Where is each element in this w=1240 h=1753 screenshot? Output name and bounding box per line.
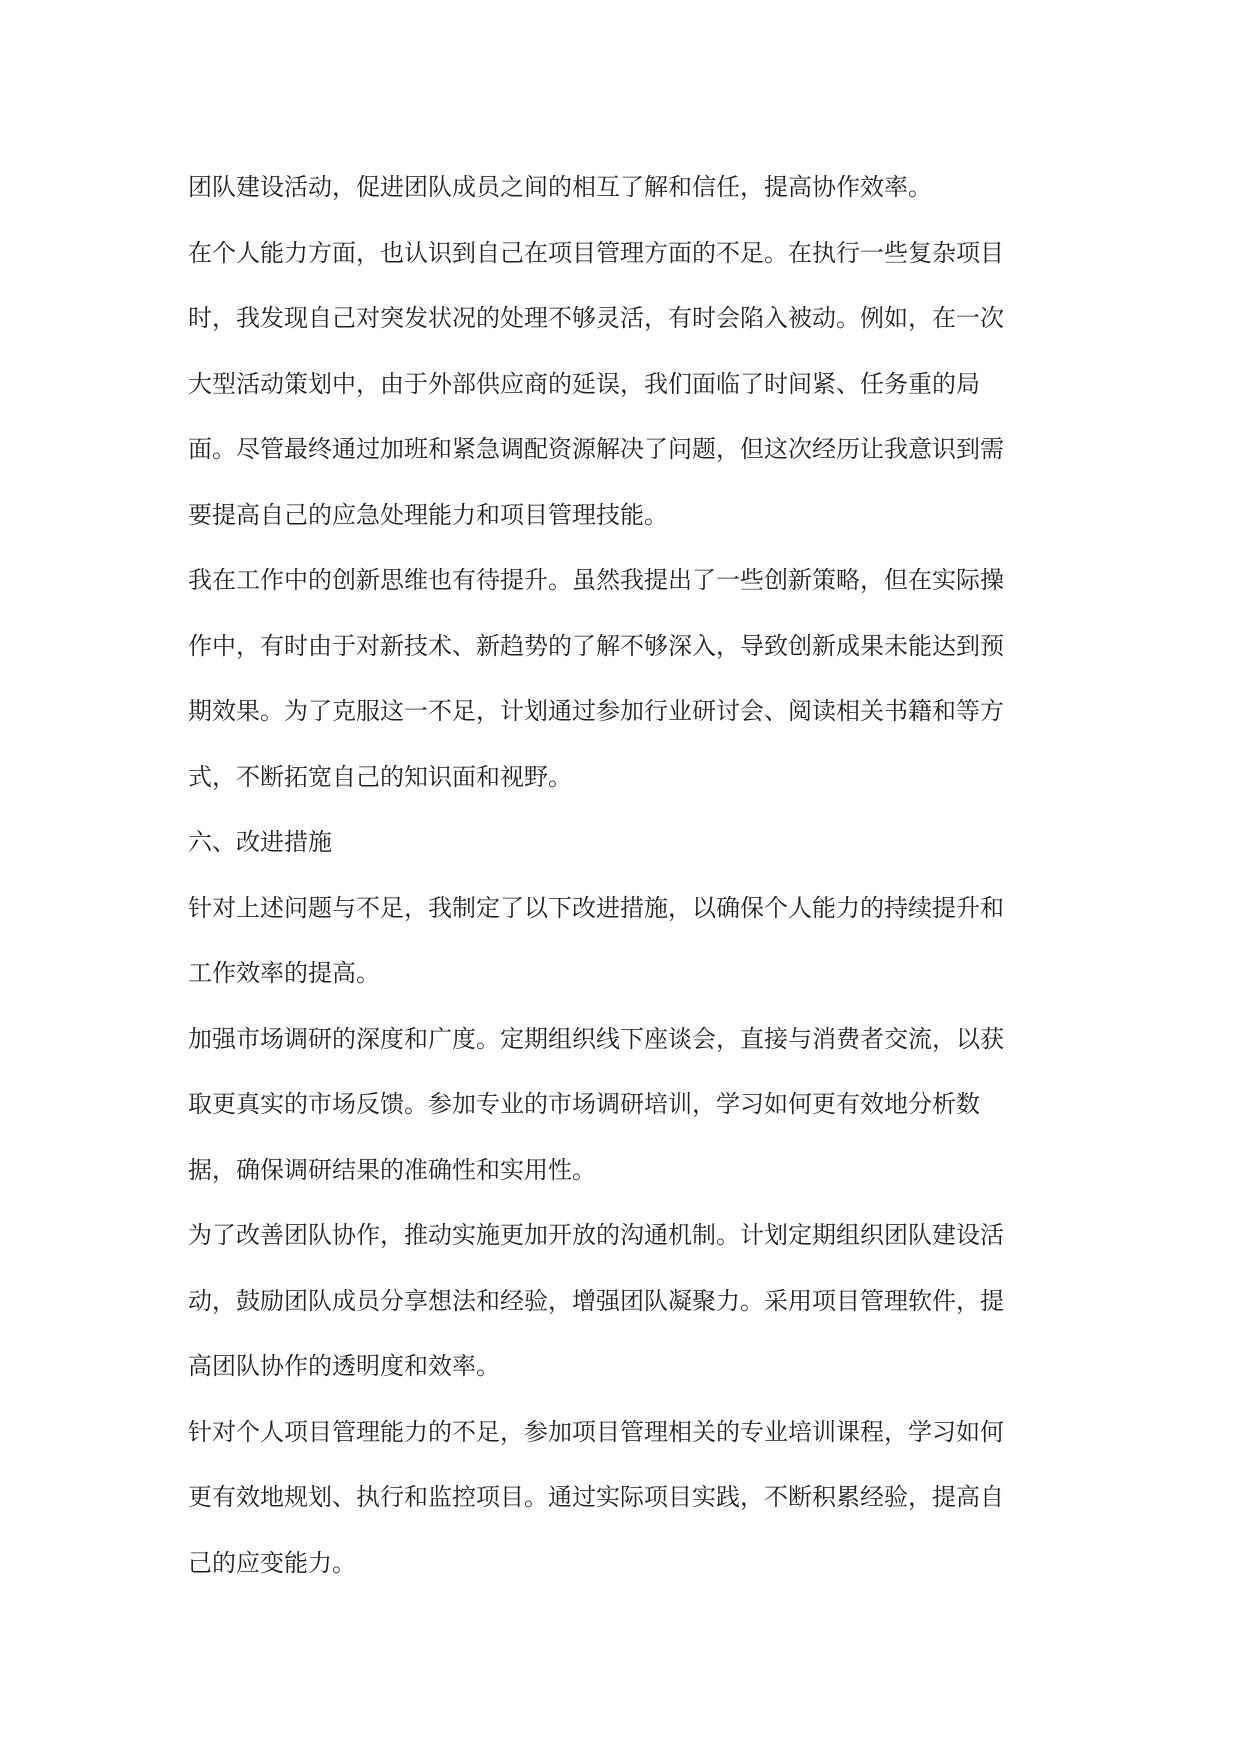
text-line: 动，鼓励团队成员分享想法和经验，增强团队凝聚力。采用项目管理软件，提 xyxy=(188,1286,1004,1315)
text-line: 针对个人项目管理能力的不足，参加项目管理相关的专业培训课程，学习如何 xyxy=(188,1417,1004,1446)
text-line: 加强市场调研的深度和广度。定期组织线下座谈会，直接与消费者交流，以获 xyxy=(188,1024,1004,1053)
text-line: 针对上述问题与不足，我制定了以下改进措施，以确保个人能力的持续提升和 xyxy=(188,893,1004,922)
text-line: 作中，有时由于对新技术、新趋势的了解不够深入，导致创新成果未能达到预 xyxy=(188,631,1004,660)
text-line: 取更真实的市场反馈。参加专业的市场调研培训，学习如何更有效地分析数 xyxy=(188,1090,980,1118)
text-line: 期效果。为了克服这一不足，计划通过参加行业研讨会、阅读相关书籍和等方 xyxy=(188,697,1004,725)
text-line: 工作效率的提高。 xyxy=(188,959,380,987)
text-line: 要提高自己的应急处理能力和项目管理技能。 xyxy=(188,500,668,529)
section-heading: 六、改进措施 xyxy=(188,828,332,856)
text-line: 更有效地规划、执行和监控项目。通过实际项目实践，不断积累经验，提高自 xyxy=(188,1483,1004,1511)
text-line: 在个人能力方面，也认识到自己在项目管理方面的不足。在执行一些复杂项目 xyxy=(188,238,1004,267)
text-line: 时，我发现自己对突发状况的处理不够灵活，有时会陷入被动。例如，在一次 xyxy=(188,304,1004,332)
text-line: 大型活动策划中，由于外部供应商的延误，我们面临了时间紧、任务重的局 xyxy=(188,369,980,398)
text-line: 据，确保调研结果的准确性和实用性。 xyxy=(188,1155,596,1184)
text-line: 面。尽管最终通过加班和紧急调配资源解决了问题，但这次经历让我意识到需 xyxy=(188,435,1004,463)
document-body xyxy=(188,155,1068,1596)
text-line: 高团队协作的透明度和效率。 xyxy=(188,1352,500,1380)
text-line: 式，不断拓宽自己的知识面和视野。 xyxy=(188,762,572,791)
text-line: 团队建设活动，促进团队成员之间的相互了解和信任，提高协作效率。 xyxy=(188,173,932,201)
text-line: 己的应变能力。 xyxy=(188,1548,356,1577)
text-line: 为了改善团队协作，推动实施更加开放的沟通机制。计划定期组织团队建设活 xyxy=(188,1221,1004,1249)
text-line: 我在工作中的创新思维也有待提升。虽然我提出了一些创新策略，但在实际操 xyxy=(188,566,1004,594)
